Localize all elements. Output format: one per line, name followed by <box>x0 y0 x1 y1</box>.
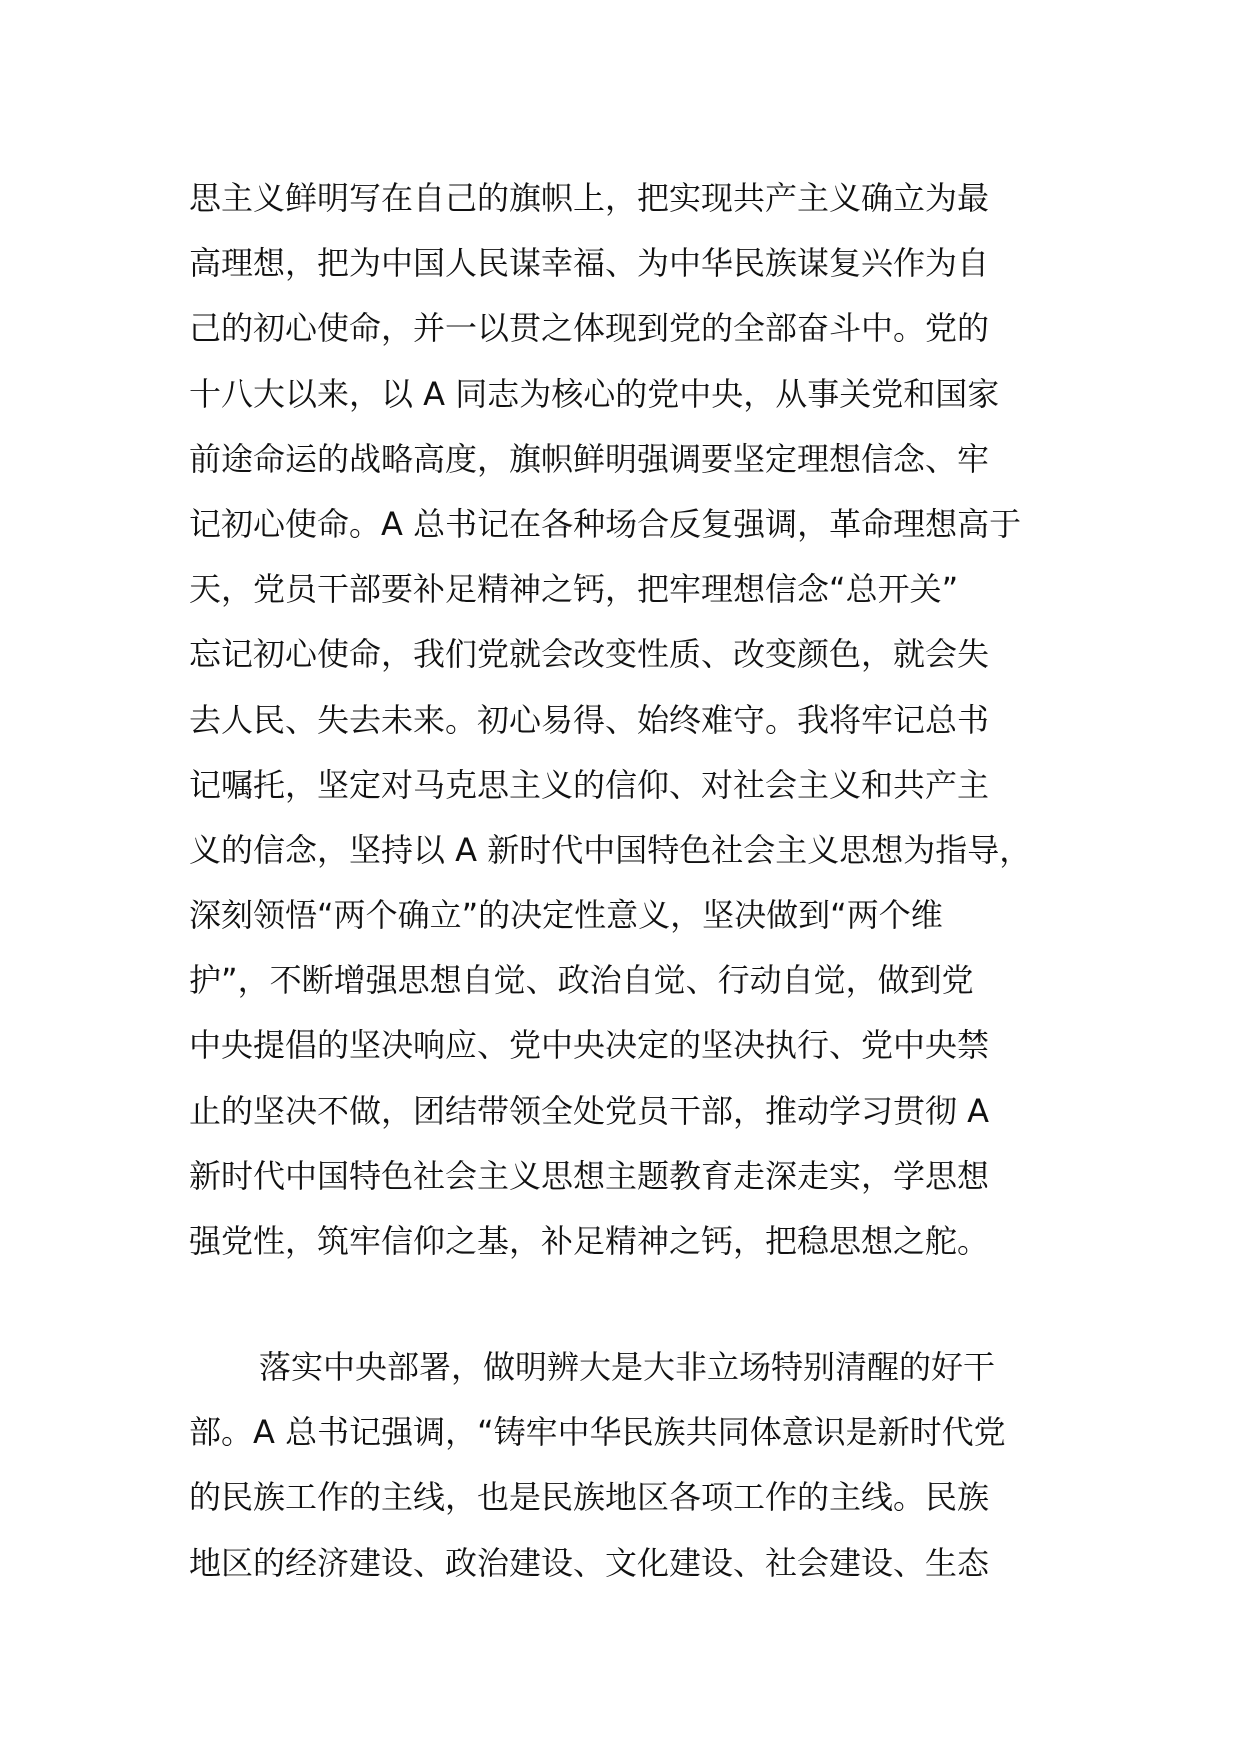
paragraph-deployment <box>189 1335 1089 1596</box>
text-line: 去人民、失去未来。初心易得、始终难守。我将牢记总书 <box>189 700 990 739</box>
text-line: 天，党员干部要补足精神之钙，把牢理想信念“总开关” <box>189 570 959 609</box>
text-line: 己的初心使命，并一以贯之体现到党的全部奋斗中。党的 <box>189 309 990 348</box>
text-line: 记嘱托，坚定对马克思主义的信仰、对社会主义和共产主 <box>189 765 990 804</box>
text-line: 忘记初心使命，我们党就会改变性质、改变颜色，就会失 <box>189 635 990 674</box>
text-line: 深刻领悟“两个确立”的决定性意义，坚决做到“两个维 <box>189 896 943 935</box>
text-line: 思主义鲜明写在自己的旗帜上，把实现共产主义确立为最 <box>189 179 990 217</box>
text-line: 的民族工作的主线，也是民族地区各项工作的主线。民族 <box>189 1478 990 1517</box>
text-line-indented: 落实中央部署，做明辨大是大非立场特别清醒的好干 <box>259 1348 996 1386</box>
paragraph-ideals <box>189 166 1089 1274</box>
text-line: 止的坚决不做，团结带领全处党员干部，推动学习贯彻 A <box>189 1091 990 1130</box>
text-line: 部。A 总书记强调，“铸牢中华民族共同体意识是新时代党 <box>189 1413 1006 1452</box>
text-line: 十八大以来，以 A 同志为核心的党中央，从事关党和国家 <box>189 374 1000 413</box>
text-line: 中央提倡的坚决响应、党中央决定的坚决执行、党中央禁 <box>189 1026 990 1065</box>
text-line: 义的信念，坚持以 A 新时代中国特色社会主义思想为指导， <box>189 830 1032 869</box>
text-line: 地区的经济建设、政治建设、文化建设、社会建设、生态 <box>189 1543 990 1582</box>
text-line: 高理想，把为中国人民谋幸福、为中华民族谋复兴作为自 <box>189 244 990 283</box>
text-line: 护”，不断增强思想自觉、政治自觉、行动自觉，做到党 <box>189 961 974 1000</box>
text-line: 新时代中国特色社会主义思想主题教育走深走实，学思想 <box>189 1156 990 1195</box>
text-line: 记初心使命。A 总书记在各种场合反复强调，革命理想高于 <box>189 504 1022 543</box>
text-line: 强党性，筑牢信仰之基，补足精神之钙，把稳思想之舵。 <box>189 1222 990 1260</box>
text-line: 前途命运的战略高度，旗帜鲜明强调要坚定理想信念、牢 <box>189 439 990 478</box>
